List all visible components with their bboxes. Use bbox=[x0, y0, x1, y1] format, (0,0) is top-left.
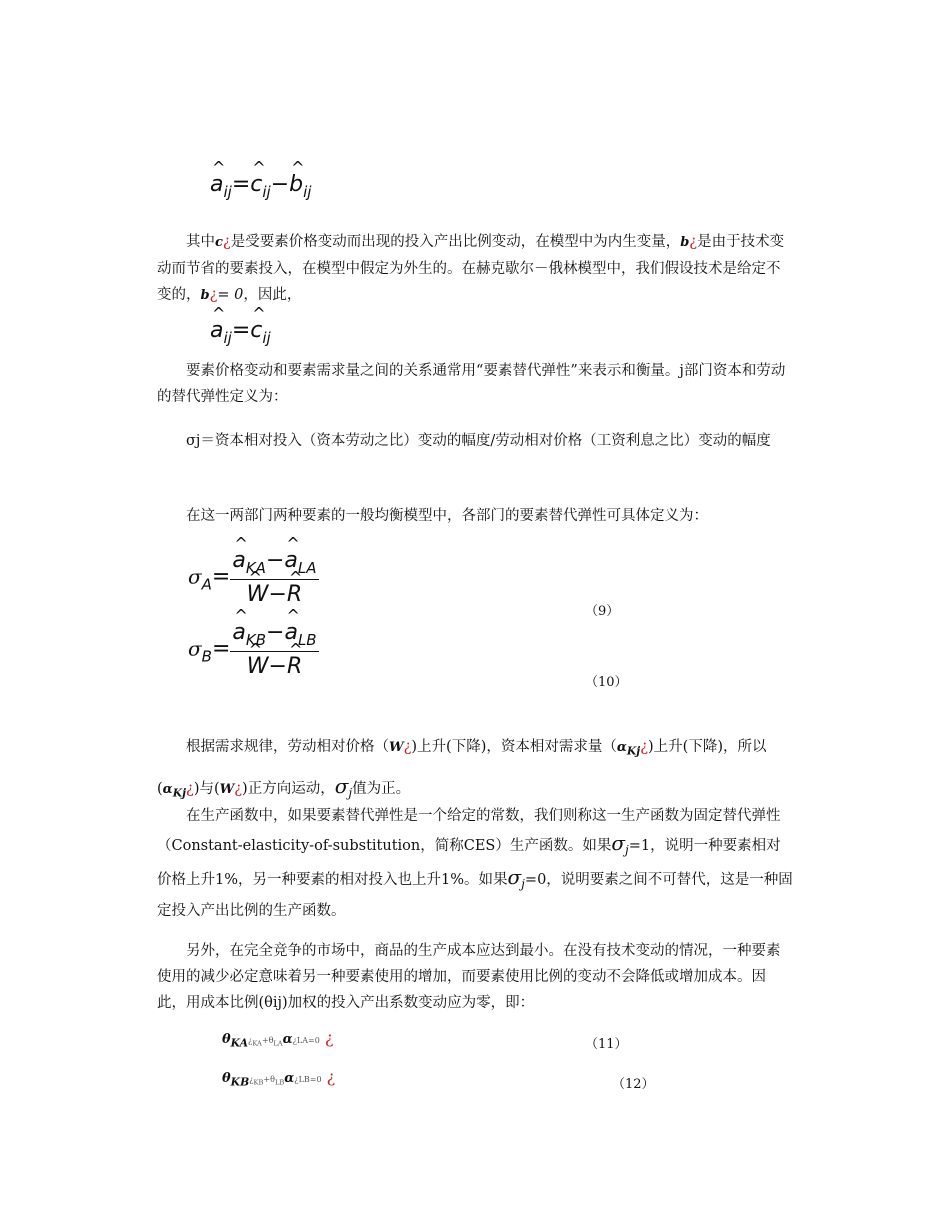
equation-11: $\theta_{KA}¿_{KA}+\theta_{LA}\alpha¿LA=0$ ¿ bbox=[222, 1028, 334, 1050]
paragraph-7: 另外，在完全竞争的市场中，商品的生产成本应达到最小。在没有技术变动的情况，一种要素使用的减少必定意味着另一种要素使用的增加，而要素使用比例的变动不会降低或增加成本。因此，用成本比例(θij)加权的投入产出系数变动应为零，即： bbox=[157, 943, 781, 1011]
paragraph-1: 其中c¿是受要素价格变动而出现的投入产出比例变动，在模型中为内生变量，b¿是由于技术变动而节省的要素投入，在模型中假定为外生的。在赫克歇尔－俄林模型中，我们假设技术是给定不变的，b¿= 0，因此， bbox=[157, 234, 785, 303]
equation-12-label: （12） bbox=[612, 1077, 655, 1092]
equation-a-hat: ^ $a_{ij}=\^{}$ $c_{ij}-\^{}$ $b_{ij}$ bbox=[210, 172, 311, 201]
paragraph-4: 在这一两部门两种要素的一般均衡模型中，各部门的要素替代弹性可具体定义为： bbox=[186, 508, 708, 524]
paragraph-6: 在生产函数中，如果要素替代弹性是一个给定的常数，我们则称这一生产函数为固定替代弹性（Constant-elasticity-of-substitution，简称CES）生产函数。如果$\sigma_j=1$，说明一种要素相对价格上升1%，另一种要素的相对投入也上升1%。如果$\sigma_j=0$，说明要素之间不可替代，这是一种固定投入产出比例的生产函数。 bbox=[157, 808, 793, 919]
equation-11-label: （11） bbox=[585, 1037, 628, 1052]
paragraph-3: σj＝资本相对投入（资本劳动之比）变动的幅度/劳动相对价格（工资利息之比）变动的幅度 bbox=[186, 433, 771, 449]
paragraph-2: 要素价格变动和要素需求量之间的关系通常用“要素替代弹性”来表示和衡量。j部门资本和劳动的替代弹性定义为： bbox=[157, 363, 786, 405]
equation-a-hat-simple: ^ $a_{ij}=\^{}$ $c_{ij}$ bbox=[210, 318, 271, 347]
equation-9-label: （9） bbox=[585, 604, 620, 619]
equation-10-label: （10） bbox=[585, 675, 628, 690]
equation-9: $\sigma_A=$ ^ $a_{KA}-\^{}$ $a_{LA}$ ^ W−^ R bbox=[188, 548, 319, 607]
paragraph-5: 根据需求规律，劳动相对价格（W¿)上升(下降)，资本相对需求量$(\alpha_{Kj}¿)$上升(下降)，所以$(\alpha_{Kj}¿)$与(W¿)正方向运动，$\sigma_j$值为正。 bbox=[157, 739, 767, 800]
equation-12: $\theta_{KB}¿_{KB}+\theta_{LB}\alpha¿LB=0$ ¿ bbox=[222, 1067, 336, 1089]
equation-10: $\sigma_B=$ ^ $a_{KB}-\^{}$ $a_{LB}$ ^ W−^ R bbox=[188, 620, 319, 679]
